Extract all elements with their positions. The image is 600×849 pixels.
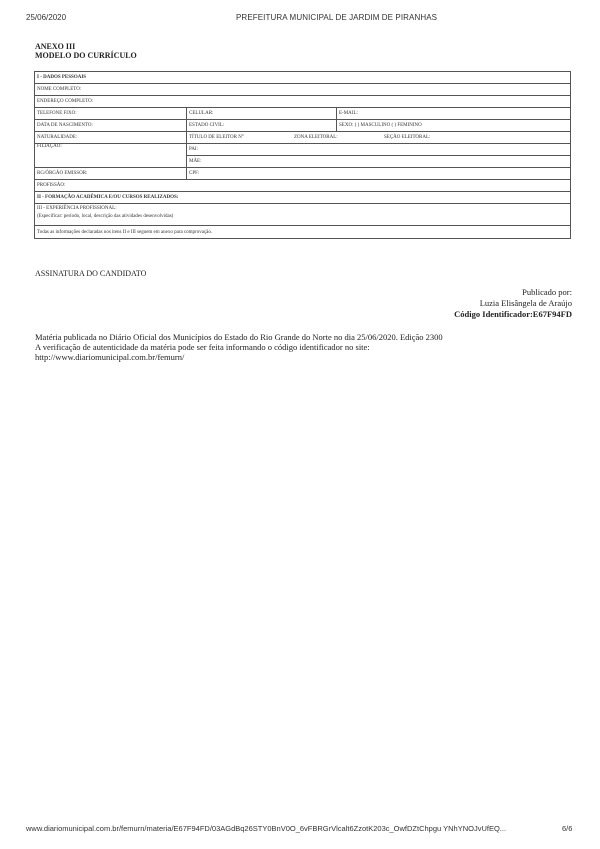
address-field: ENDEREÇO COMPLETO: [35,96,571,108]
section-education: II - FORMAÇÃO ACADÊMICA E/OU CURSOS REALIZADOS: [35,192,571,204]
curriculum-form-table [34,71,571,239]
publisher-name: Luzia Elisângela de Araújo [479,298,572,308]
annex-heading [35,42,137,60]
table-row [35,192,571,204]
table-row [35,84,571,96]
father-field: PAI: [187,144,571,156]
page-url[interactable]: www.diariomunicipal.com.br/femurn/materia/E67F94FD/03AGdBq26STY0BnV0O_6vFBRGrVlcalt6ZzotK203c_OwfDZtChpgu YNhYNOJvUfEQ... [26,824,507,833]
declaration-note: Todas as informações declaradas nos itens II e III seguem em anexo para comprovação. [35,226,571,239]
table-row [35,204,571,226]
experience-note: (Especificar: período, local, descrição das atividades desenvolvidas) [37,214,174,219]
voter-title-field: TÍTULO DE ELEITOR N° [189,135,244,140]
sex-field: SEXO: ( ) MASCULINO ( ) FEMININO [337,120,571,132]
section-field: SEÇÃO ELEITORAL: [384,135,431,140]
table-row [35,132,571,144]
phone-field: TELEFONE FIXO: [35,108,187,120]
table-row [35,72,571,84]
page-number: 6/6 [562,824,573,833]
experience-heading: III - EXPERIÊNCIA PROFISSIONAL: [37,206,117,211]
table-row [35,180,571,192]
rg-field: RG/ÓRGÃO EMISSOR: [35,168,187,180]
full-name-field: NOME COMPLETO: [35,84,571,96]
section-personal-data: I - DADOS PESSOAIS [35,72,571,84]
published-by-label: Publicado por: [522,287,572,297]
publication-info [454,287,572,320]
footer-line-1: Matéria publicada no Diário Oficial dos Municípios do Estado do Rio Grande do Norte no dia 25/06/2020. Edição 2300 [35,332,443,342]
table-row [35,144,571,156]
section-experience [35,204,571,226]
parentage-field: FILIAÇÃO: [35,144,187,168]
annex-title: MODELO DO CURRÍCULO [35,51,137,60]
candidate-signature-label: ASSINATURA DO CANDIDATO [35,269,147,278]
profession-field: PROFISSÃO: [35,180,571,192]
civil-status-field: ESTADO CIVIL: [187,120,337,132]
mother-field: MÃE: [187,156,571,168]
print-date: 25/06/2020 [26,13,67,22]
table-row [35,168,571,180]
footer-link[interactable]: http://www.diariomunicipal.com.br/femurn/ [35,352,185,362]
zone-field: ZONA ELEITORAL: [294,135,338,140]
voter-row [187,132,571,144]
annex-number: ANEXO III [35,42,76,51]
birth-date-field: DATA DE NASCIMENTO: [35,120,187,132]
table-row [35,120,571,132]
email-field: E-MAIL: [337,108,571,120]
cell-field: CELULAR: [187,108,337,120]
footer-line-2: A verificação de autenticidade da matéria pode ser feita informando o código identificador no site: [35,342,370,352]
table-row [35,96,571,108]
page-header-title: PREFEITURA MUNICIPAL DE JARDIM DE PIRANHAS [236,13,438,22]
table-row [35,226,571,239]
nationality-field: NATURALIDADE: [35,132,187,144]
cpf-field: CPF: [187,168,571,180]
table-row [35,108,571,120]
publication-footer [35,332,555,362]
identifier-code: Código Identificador:E67F94FD [454,309,572,319]
